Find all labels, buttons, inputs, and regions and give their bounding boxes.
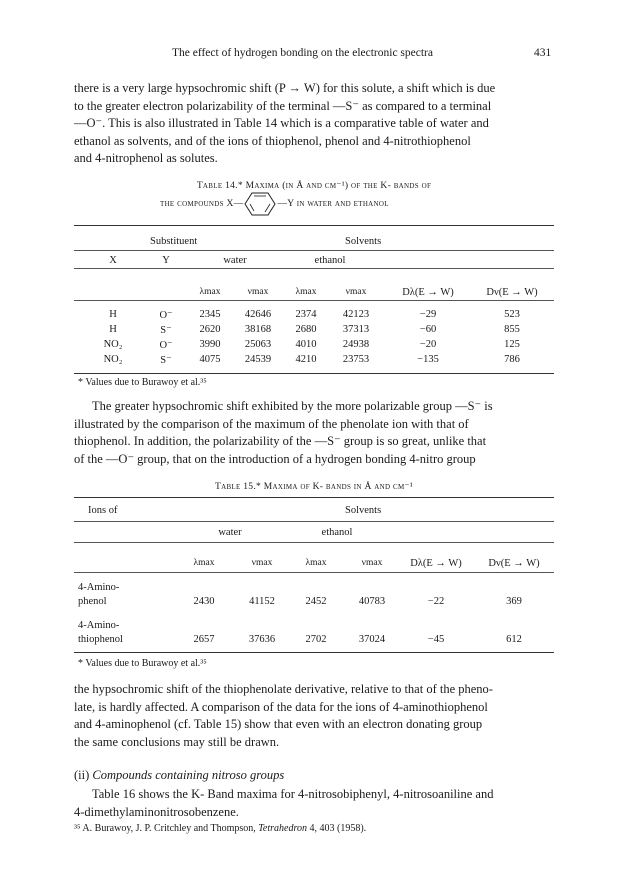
table-14-header-x: X: [109, 255, 117, 266]
footnote-journal: Tetrahedron: [258, 823, 307, 834]
text-line: late, is hardly affected. A comparison of the data for the ions of 4-aminothiophenol: [74, 699, 488, 714]
text-line: 4-dimethylaminonitrosobenzene.: [74, 804, 239, 819]
table-14-note: * Values due to Burawoy et al.³⁵: [78, 377, 207, 388]
table-14-bottom-rule: [74, 373, 554, 374]
text-line: and 4-aminophenol (cf. Table 15) show that even with an electron donating group: [74, 717, 483, 731]
table-15-subhead-rule: [74, 572, 554, 573]
table-14-top-rule: [74, 225, 554, 226]
table-cell: 37313: [342, 324, 370, 335]
footnote: [74, 823, 366, 834]
text-line: The greater hypsochromic shift exhibited by the more polarizable group —S⁻ is: [92, 399, 493, 413]
table-cell: 4075: [199, 354, 221, 365]
text-line: the same conclusions may still be drawn.: [74, 734, 280, 749]
footnote-marker: ³⁵: [74, 823, 81, 834]
table-15-bottom-rule: [74, 652, 554, 653]
table-cell: 855: [504, 324, 520, 335]
paragraph-3: [74, 681, 554, 751]
section-heading: [74, 768, 284, 783]
table-cell: 2680: [295, 324, 317, 335]
table-15-subhead-dl: Dλ(E → W): [410, 558, 462, 569]
text-line: ethanol as solvents, and of the ions of thiophenol, phenol and 4-nitrothiophenol: [74, 133, 471, 148]
table-cell: 24539: [244, 354, 272, 365]
table-14-header-ethanol: ethanol: [314, 255, 346, 266]
paragraph-4: [74, 786, 554, 821]
table-cell: 37024: [358, 634, 386, 645]
table-15-head-rule-2: [74, 542, 554, 543]
table-cell: O⁻: [159, 310, 173, 321]
table-14-subhead-dv: Dν(E → W): [486, 287, 538, 298]
table-cell: 4210: [295, 354, 317, 365]
table-cell: −22: [427, 596, 445, 607]
table-cell: 2345: [199, 309, 221, 320]
table-cell: 4010: [295, 339, 317, 350]
table-14-subhead-rule: [74, 300, 554, 301]
paragraph-2: [74, 398, 554, 468]
text-line: and 4-nitrophenol as solutes.: [74, 151, 218, 165]
table-cell: 23753: [342, 354, 370, 365]
table-cell: H: [109, 309, 117, 320]
table-cell: S⁻: [160, 355, 172, 366]
table-cell: 42123: [342, 309, 370, 320]
table-14-caption: [110, 180, 518, 191]
table-cell: 786: [504, 354, 520, 365]
table-15-header-ethanol: ethanol: [321, 527, 353, 538]
table-14-subhead-lmax-water: λmax: [199, 287, 221, 297]
table-cell: 369: [506, 596, 522, 607]
table-14-head-rule: [74, 250, 554, 251]
text-line: illustrated by the comparison of the maximum of the phenolate ion with that of: [74, 416, 469, 431]
table-cell: −45: [427, 634, 445, 645]
table-15-subhead-vmax-water: νmax: [251, 558, 273, 568]
table-cell: 37636: [248, 634, 276, 645]
text-line: thiophenol. In addition, the polarizability of the —S⁻ group is so great, unlike that: [74, 434, 487, 448]
text-line: —O⁻. This is also illustrated in Table 14 which is a comparative table of water and: [74, 116, 489, 130]
table-cell: −29: [419, 309, 437, 320]
table-cell: −20: [419, 339, 437, 350]
table-14-subhead-vmax-water: νmax: [247, 287, 269, 297]
table-cell: NO₂: [103, 339, 123, 350]
table-cell: −60: [419, 324, 437, 335]
table-15-subhead-lmax-water: λmax: [193, 558, 215, 568]
text-line: to the greater electron polarizability of the terminal —S⁻ as compared to a terminal: [74, 98, 492, 113]
table-15-note: * Values due to Burawoy et al.³⁵: [78, 658, 207, 669]
page-number: 431: [534, 47, 552, 59]
table-cell: NO₂: [103, 354, 123, 365]
text-line: of the —O⁻ group, that on the introduction of a hydrogen bonding 4-nitro group: [74, 451, 476, 466]
table-14-head-rule-2: [74, 268, 554, 269]
table-cell: −135: [417, 354, 439, 365]
table-cell: 2620: [199, 324, 221, 335]
table-cell: 2430: [193, 596, 215, 607]
table-14-header-y: Y: [162, 255, 170, 266]
table-cell: 2702: [305, 634, 327, 645]
table-cell: 41152: [249, 596, 275, 607]
running-head-title: The effect of hydrogen bonding on the electronic spectra: [172, 47, 433, 59]
table-15-header-solvents: Solvents: [345, 505, 382, 516]
table-cell: 2374: [295, 309, 317, 320]
text-line: Table 16 shows the K- Band maxima for 4-nitrosobiphenyl, 4-nitrosoaniline and: [92, 787, 494, 801]
table-cell: thiophenol: [78, 634, 123, 645]
table-15-subhead-lmax-ethanol: λmax: [305, 558, 327, 568]
table-cell: H: [109, 324, 117, 335]
footnote-text: A. Burawoy, J. P. Critchley and Thompson,: [80, 823, 259, 834]
table-cell: 3990: [199, 339, 221, 350]
table-14-header-substituent: Substituent: [150, 236, 198, 247]
table-14-subhead-lmax-ethanol: λmax: [295, 287, 317, 297]
table-15-header-ions: Ions of: [88, 505, 118, 516]
text-line: there is a very large hypsochromic shift (P → W) for this solute, a shift which is due: [74, 81, 496, 95]
table-cell: 25063: [244, 339, 272, 350]
table-15-subhead-dv: Dν(E → W): [488, 558, 540, 569]
table-15-head-rule: [74, 521, 554, 522]
table-cell: 24938: [342, 339, 370, 350]
table-cell: 612: [506, 634, 522, 645]
table-15-header-water: water: [218, 527, 242, 538]
table-cell: 40783: [358, 596, 386, 607]
table-cell: 2452: [305, 596, 327, 607]
table-cell: 4-Amino-: [78, 582, 120, 593]
footnote-ref: 4, 403 (1958).: [306, 823, 367, 834]
table-14-header-water: water: [223, 255, 247, 266]
text-line: the hypsochromic shift of the thiophenolate derivative, relative to that of the pheno-: [74, 682, 493, 696]
table-cell: O⁻: [159, 340, 173, 351]
table-cell: 125: [504, 339, 520, 350]
paragraph-1: [74, 80, 554, 168]
section-number: (ii): [74, 768, 93, 782]
table-14-subhead-vmax-ethanol: νmax: [345, 287, 367, 297]
table-15-top-rule: [74, 497, 554, 498]
table-14-caption-line-1: Table 14.* Maxima (in Å and cm⁻¹) of the K- bands of: [196, 181, 432, 191]
table-cell: 38168: [244, 324, 272, 335]
table-14-header-solvents: Solvents: [345, 236, 382, 247]
table-cell: 42646: [244, 309, 272, 320]
table-15-caption: Table 15.* Maxima of K- bands in Å and cm⁻¹: [214, 482, 413, 492]
table-cell: phenol: [78, 596, 107, 607]
table-15-subhead-vmax-ethanol: νmax: [361, 558, 383, 568]
section-title: Compounds containing nitroso groups: [92, 768, 285, 782]
table-cell: 523: [504, 309, 520, 320]
table-cell: 4-Amino-: [78, 620, 120, 631]
table-14-caption-2: [160, 199, 490, 209]
benzene-ring-icon: [243, 191, 277, 217]
table-14-subhead-dl: Dλ(E → W): [402, 287, 454, 298]
table-14-caption-line-2a: the compounds X—: [160, 199, 244, 210]
table-cell: S⁻: [160, 325, 172, 336]
table-14-caption-line-2b: —Y in water and ethanol: [277, 199, 389, 210]
table-cell: 2657: [193, 634, 215, 645]
